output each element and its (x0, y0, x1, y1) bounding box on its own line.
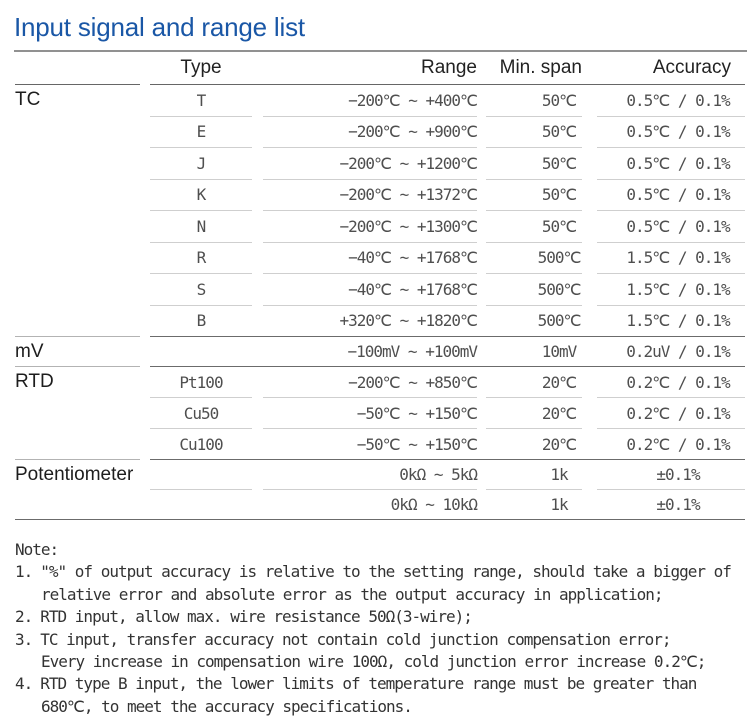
range-cell: −200℃ ~ +1200℃ (263, 148, 477, 180)
min-span-cell: 500℃ (486, 306, 582, 338)
group-label (15, 148, 140, 180)
note-item-number: 3. (15, 629, 33, 649)
note-item-text: RTD type B input, the lower limits of temperature range must be greater than (40, 674, 697, 694)
column-gap (252, 148, 263, 180)
type-cell: N (150, 211, 252, 243)
column-gap (140, 306, 150, 338)
column-gap (140, 117, 150, 149)
column-gap (252, 117, 263, 149)
column-gap (477, 148, 486, 180)
table-header-row (15, 52, 745, 85)
note-item-number: 4. (15, 674, 33, 694)
type-cell: B (150, 306, 252, 338)
type-cell: K (150, 180, 252, 212)
group-label (15, 429, 140, 460)
column-gap (477, 243, 486, 275)
note-item-continuation: Every increase in compensation wire 100Ω, cold junction error increase 0.2℃; (41, 652, 706, 672)
note-item-line (15, 629, 743, 651)
note-item-line (15, 606, 743, 628)
range-cell: 0kΩ ~ 5kΩ (263, 460, 477, 490)
range-cell: −100mV ~ +100mV (263, 337, 477, 367)
column-gap (140, 180, 150, 212)
page-title: Input signal and range list (14, 12, 305, 42)
note-item-line (15, 673, 743, 695)
column-gap (140, 460, 150, 490)
notes-section (15, 539, 743, 718)
note-item-continuation: relative error and absolute error as the output accuracy in application; (41, 584, 663, 604)
column-gap (252, 306, 263, 338)
header-type: Type (180, 57, 222, 78)
column-gap (477, 490, 486, 520)
input-signal-table (15, 52, 745, 520)
type-cell: E (150, 117, 252, 149)
column-gap (140, 398, 150, 429)
accuracy-cell: 0.2℃ / 0.1% (597, 367, 745, 398)
accuracy-cell: ±0.1% (597, 490, 745, 520)
group-label (15, 274, 140, 306)
table-row (15, 460, 745, 490)
column-gap (582, 117, 597, 149)
range-cell: −200℃ ~ +400℃ (263, 85, 477, 117)
type-cell: Cu100 (150, 429, 252, 460)
column-gap (477, 85, 486, 117)
column-gap (252, 337, 263, 367)
table-row (15, 337, 745, 367)
accuracy-cell: 1.5℃ / 0.1% (597, 243, 745, 275)
range-cell: −40℃ ~ +1768℃ (263, 243, 477, 275)
note-item-number: 1. (15, 562, 33, 582)
column-gap (582, 429, 597, 460)
range-cell: 0kΩ ~ 10kΩ (263, 490, 477, 520)
header-accuracy: Accuracy (652, 57, 731, 78)
column-gap (140, 337, 150, 367)
column-gap (477, 398, 486, 429)
note-item-text: "%" of output accuracy is relative to the setting range, should take a bigger of (40, 562, 731, 582)
table-row (15, 490, 745, 520)
column-gap (582, 148, 597, 180)
column-gap (477, 180, 486, 212)
range-cell: −200℃ ~ +1300℃ (263, 211, 477, 243)
table-row (15, 117, 745, 149)
min-span-cell: 50℃ (486, 180, 582, 212)
column-gap (252, 460, 263, 490)
group-label (15, 243, 140, 275)
column-gap (582, 460, 597, 490)
column-gap (582, 490, 597, 520)
group-label: RTD (15, 371, 54, 392)
column-gap (582, 337, 597, 367)
min-span-cell: 20℃ (486, 398, 582, 429)
min-span-cell: 500℃ (486, 274, 582, 306)
type-cell: R (150, 243, 252, 275)
column-gap (477, 460, 486, 490)
column-gap (477, 337, 486, 367)
min-span-cell: 50℃ (486, 117, 582, 149)
min-span-cell: 1k (486, 490, 582, 520)
column-gap (477, 429, 486, 460)
group-label (15, 490, 140, 520)
column-gap (582, 398, 597, 429)
accuracy-cell: 0.5℃ / 0.1% (597, 211, 745, 243)
table-row (15, 306, 745, 338)
table-row (15, 85, 745, 117)
note-item-text: RTD input, allow max. wire resistance 50Ω(3-wire); (40, 607, 472, 627)
table-row (15, 180, 745, 212)
column-gap (252, 85, 263, 117)
type-cell (150, 337, 252, 367)
table-row (15, 211, 745, 243)
column-gap (140, 367, 150, 398)
header-range: Range (421, 57, 477, 78)
accuracy-cell: ±0.1% (597, 460, 745, 490)
note-item-continuation: 680℃, to meet the accuracy specifications. (41, 696, 412, 716)
group-label (15, 211, 140, 243)
group-label: TC (15, 89, 41, 111)
column-gap (252, 429, 263, 460)
type-cell: J (150, 148, 252, 180)
column-gap (582, 243, 597, 275)
column-gap (252, 243, 263, 275)
accuracy-cell: 1.5℃ / 0.1% (597, 306, 745, 338)
header-group-column (15, 52, 140, 85)
column-gap (477, 274, 486, 306)
accuracy-cell: 0.2℃ / 0.1% (597, 429, 745, 460)
accuracy-cell: 0.2℃ / 0.1% (597, 398, 745, 429)
accuracy-cell: 0.5℃ / 0.1% (597, 180, 745, 212)
table-row (15, 243, 745, 275)
range-cell: +320℃ ~ +1820℃ (263, 306, 477, 338)
column-gap (140, 85, 150, 117)
column-gap (582, 274, 597, 306)
accuracy-cell: 0.2uV / 0.1% (597, 337, 745, 367)
min-span-cell: 1k (486, 460, 582, 490)
type-cell: T (150, 85, 252, 117)
column-gap (140, 148, 150, 180)
min-span-cell: 500℃ (486, 243, 582, 275)
type-cell: S (150, 274, 252, 306)
accuracy-cell: 1.5℃ / 0.1% (597, 274, 745, 306)
type-cell (150, 460, 252, 490)
column-gap (252, 180, 263, 212)
min-span-cell: 50℃ (486, 148, 582, 180)
min-span-cell: 10mV (486, 337, 582, 367)
min-span-cell: 20℃ (486, 367, 582, 398)
column-gap (477, 306, 486, 338)
group-label (15, 306, 140, 338)
table-row (15, 148, 745, 180)
column-gap (252, 367, 263, 398)
range-cell: −200℃ ~ +1372℃ (263, 180, 477, 212)
type-cell: Cu50 (150, 398, 252, 429)
column-gap (582, 180, 597, 212)
range-cell: −40℃ ~ +1768℃ (263, 274, 477, 306)
type-cell: Pt100 (150, 367, 252, 398)
range-cell: −200℃ ~ +850℃ (263, 367, 477, 398)
column-gap (140, 211, 150, 243)
group-label: Potentiometer (15, 463, 134, 485)
note-item-number: 2. (15, 607, 33, 627)
column-gap (582, 367, 597, 398)
column-gap (140, 490, 150, 520)
notes-heading: Note: (15, 540, 59, 559)
group-label (15, 117, 140, 149)
accuracy-cell: 0.5℃ / 0.1% (597, 117, 745, 149)
table-row (15, 429, 745, 460)
group-label (15, 398, 140, 429)
column-gap (252, 398, 263, 429)
column-gap (477, 211, 486, 243)
header-min-span: Min. span (499, 57, 582, 78)
min-span-cell: 50℃ (486, 211, 582, 243)
note-item-line (15, 561, 743, 583)
column-gap (140, 243, 150, 275)
group-label (15, 180, 140, 212)
header-gap (140, 52, 150, 85)
column-gap (140, 429, 150, 460)
min-span-cell: 50℃ (486, 85, 582, 117)
column-gap (477, 117, 486, 149)
table-row (15, 367, 745, 398)
accuracy-cell: 0.5℃ / 0.1% (597, 148, 745, 180)
group-label: mV (15, 337, 140, 367)
column-gap (140, 274, 150, 306)
column-gap (252, 211, 263, 243)
range-cell: −50℃ ~ +150℃ (263, 429, 477, 460)
table-row (15, 398, 745, 429)
min-span-cell: 20℃ (486, 429, 582, 460)
column-gap (477, 367, 486, 398)
table-body (15, 85, 745, 520)
range-cell: −50℃ ~ +150℃ (263, 398, 477, 429)
header-cells (150, 52, 745, 85)
column-gap (582, 306, 597, 338)
table-row (15, 274, 745, 306)
column-gap (252, 274, 263, 306)
type-cell (150, 490, 252, 520)
note-item-text: TC input, transfer accuracy not contain cold junction compensation error; (40, 629, 671, 649)
column-gap (582, 85, 597, 117)
column-gap (252, 490, 263, 520)
range-cell: −200℃ ~ +900℃ (263, 117, 477, 149)
column-gap (582, 211, 597, 243)
accuracy-cell: 0.5℃ / 0.1% (597, 85, 745, 117)
